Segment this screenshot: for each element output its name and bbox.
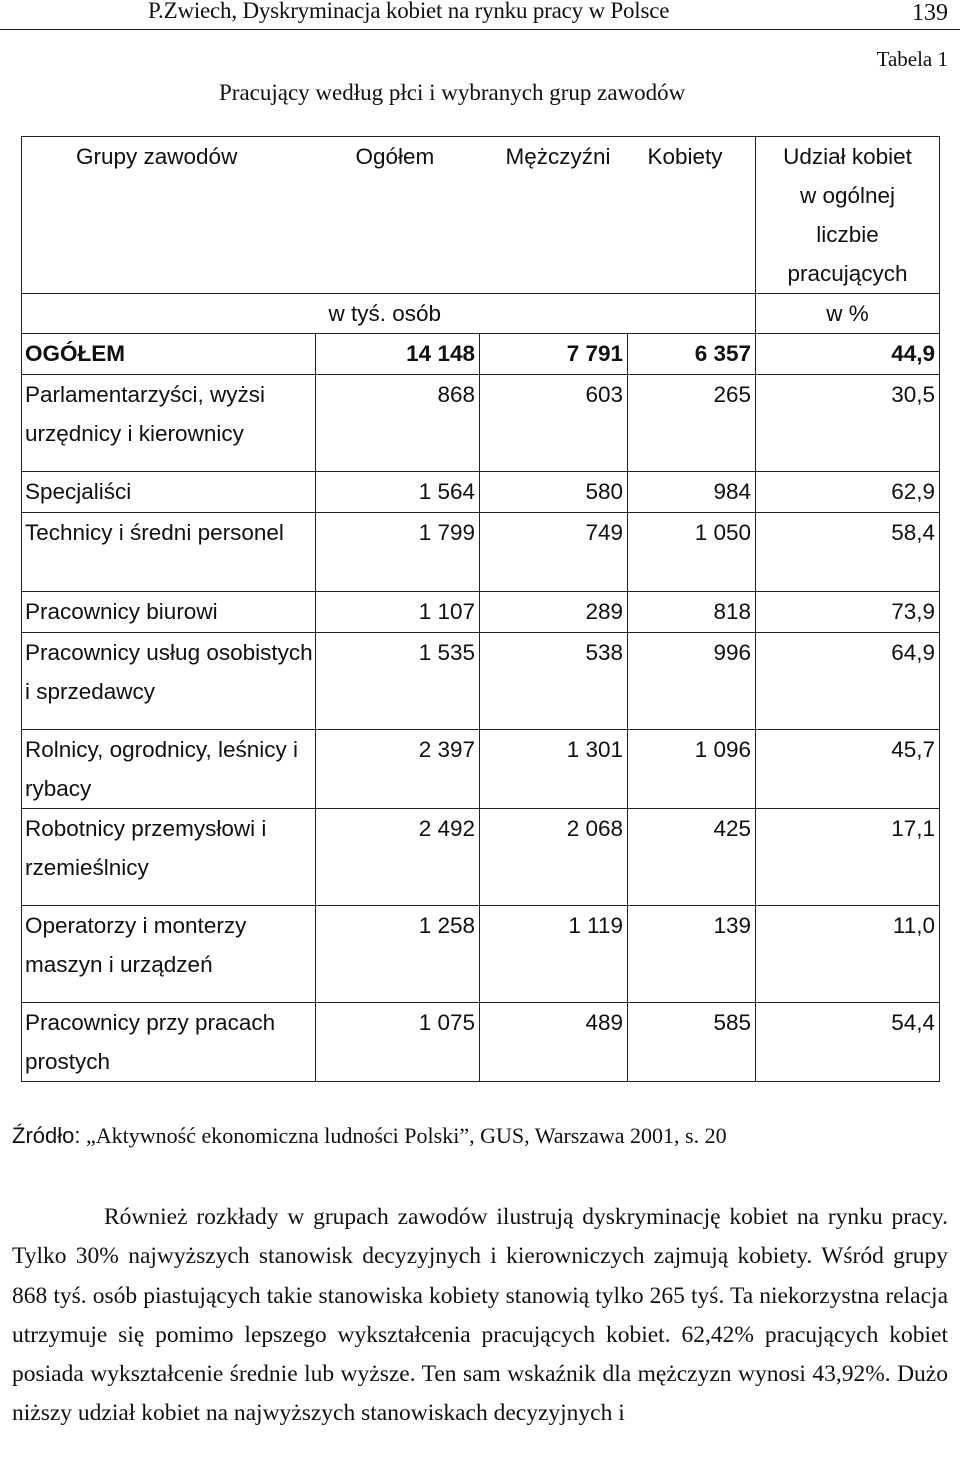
units-row	[22, 294, 940, 334]
cell-men: 580	[480, 472, 628, 513]
table-row	[22, 906, 940, 1003]
cell-women: 818	[628, 592, 756, 633]
source-label: Źródło:	[12, 1123, 81, 1148]
cell-men: 1 301	[480, 730, 628, 809]
cell-women: 585	[628, 1003, 756, 1082]
row-label: Operatorzy i monterzy maszyn i urządzeń	[22, 906, 316, 1003]
table-source	[12, 1123, 727, 1149]
cell-women: 996	[628, 633, 756, 730]
body-paragraph: Również rozkłady w grupach zawodów ilustrują dyskryminację kobiet na rynku pracy. Tylko 30% najwyższych stanowisk decyzyjnych i kierowniczych zajmują kobiety. Wśród grupy 868 tyś. osób piastujących takie stanowiska kobiety stanowią tylko 265 tyś. Ta niekorzystna relacja utrzymuje się pomimo lepszego wykształcenia pracujących kobiet. 62,42% pracujących kobiet posiada wykształcenie średnie lub wyższe. Ten sam wskaźnik dla mężczyzn wynosi 43,92%. Dużo niższy udział kobiet na najwyższych stanowiskach decyzyjnych i	[12, 1204, 948, 1427]
cell-men: 1 119	[480, 906, 628, 1003]
table-row	[22, 472, 940, 513]
total-row	[22, 334, 940, 375]
share-header-line: Udział kobiet	[783, 144, 912, 169]
employment-table	[21, 136, 940, 1082]
cell-women: 1 050	[628, 513, 756, 592]
cell-share: 58,4	[756, 513, 940, 592]
cell-total: 1 799	[316, 513, 480, 592]
cell-total: 1 258	[316, 906, 480, 1003]
table-number: Tabela 1	[876, 47, 948, 71]
cell-women: 265	[628, 375, 756, 472]
table-row	[22, 513, 940, 592]
cell-women: 6 357	[628, 334, 756, 375]
table-row	[22, 809, 940, 906]
cell-total: 1 564	[316, 472, 480, 513]
table-row	[22, 1003, 940, 1082]
col-header-group: Grupy zawodów	[22, 137, 316, 294]
cell-share: 44,9	[756, 334, 940, 375]
page-header	[0, 0, 960, 30]
cell-men: 603	[480, 375, 628, 472]
units-percent: w %	[756, 294, 940, 334]
cell-men: 7 791	[480, 334, 628, 375]
row-label: Pracownicy biurowi	[22, 592, 316, 633]
col-header-women: Kobiety	[628, 137, 756, 294]
table-row	[22, 730, 940, 809]
table-header-row	[22, 137, 940, 294]
col-header-total: Ogółem	[316, 137, 480, 294]
cell-total: 1 107	[316, 592, 480, 633]
cell-women: 425	[628, 809, 756, 906]
cell-total: 1 075	[316, 1003, 480, 1082]
table-row	[22, 592, 940, 633]
cell-share: 30,5	[756, 375, 940, 472]
cell-total: 14 148	[316, 334, 480, 375]
cell-women: 984	[628, 472, 756, 513]
table-row	[22, 633, 940, 730]
cell-total: 868	[316, 375, 480, 472]
cell-men: 289	[480, 592, 628, 633]
cell-men: 489	[480, 1003, 628, 1082]
share-header-line: liczbie	[816, 222, 879, 247]
cell-men: 2 068	[480, 809, 628, 906]
cell-men: 538	[480, 633, 628, 730]
cell-share: 11,0	[756, 906, 940, 1003]
cell-share: 17,1	[756, 809, 940, 906]
row-label: Pracownicy usług osobistych i sprzedawcy	[22, 633, 316, 730]
row-label: Pracownicy przy pracach prostych	[22, 1003, 316, 1082]
cell-men: 749	[480, 513, 628, 592]
cell-total: 1 535	[316, 633, 480, 730]
table-title: Pracujący według płci i wybranych grup zawodów	[219, 80, 686, 105]
cell-share: 73,9	[756, 592, 940, 633]
row-label: Specjaliści	[22, 472, 316, 513]
source-text: „Aktywność ekonomiczna ludności Polski”, GUS, Warszawa 2001, s. 20	[85, 1123, 727, 1148]
cell-share: 62,9	[756, 472, 940, 513]
cell-total: 2 492	[316, 809, 480, 906]
page-number: 139	[912, 0, 948, 26]
share-header-line: w ogólnej	[799, 183, 896, 208]
table-row	[22, 375, 940, 472]
cell-share: 64,9	[756, 633, 940, 730]
cell-women: 1 096	[628, 730, 756, 809]
row-label: Rolnicy, ogrodnicy, leśnicy i rybacy	[22, 730, 316, 809]
col-header-men: Mężczyźni	[480, 137, 628, 294]
cell-share: 54,4	[756, 1003, 940, 1082]
row-label: Technicy i średni personel	[22, 513, 316, 592]
row-label: OGÓŁEM	[22, 334, 316, 375]
cell-women: 139	[628, 906, 756, 1003]
row-label: Robotnicy przemysłowi i rzemieślnicy	[22, 809, 316, 906]
share-header-line: pracujących	[787, 261, 908, 286]
running-title: P.Zwiech, Dyskryminacja kobiet na rynku pracy w Polsce	[148, 0, 670, 23]
row-label: Parlamentarzyści, wyżsi urzędnicy i kierownicy	[22, 375, 316, 472]
cell-share: 45,7	[756, 730, 940, 809]
col-header-share	[756, 137, 940, 294]
cell-total: 2 397	[316, 730, 480, 809]
units-thousands: w tyś. osób	[316, 294, 756, 334]
